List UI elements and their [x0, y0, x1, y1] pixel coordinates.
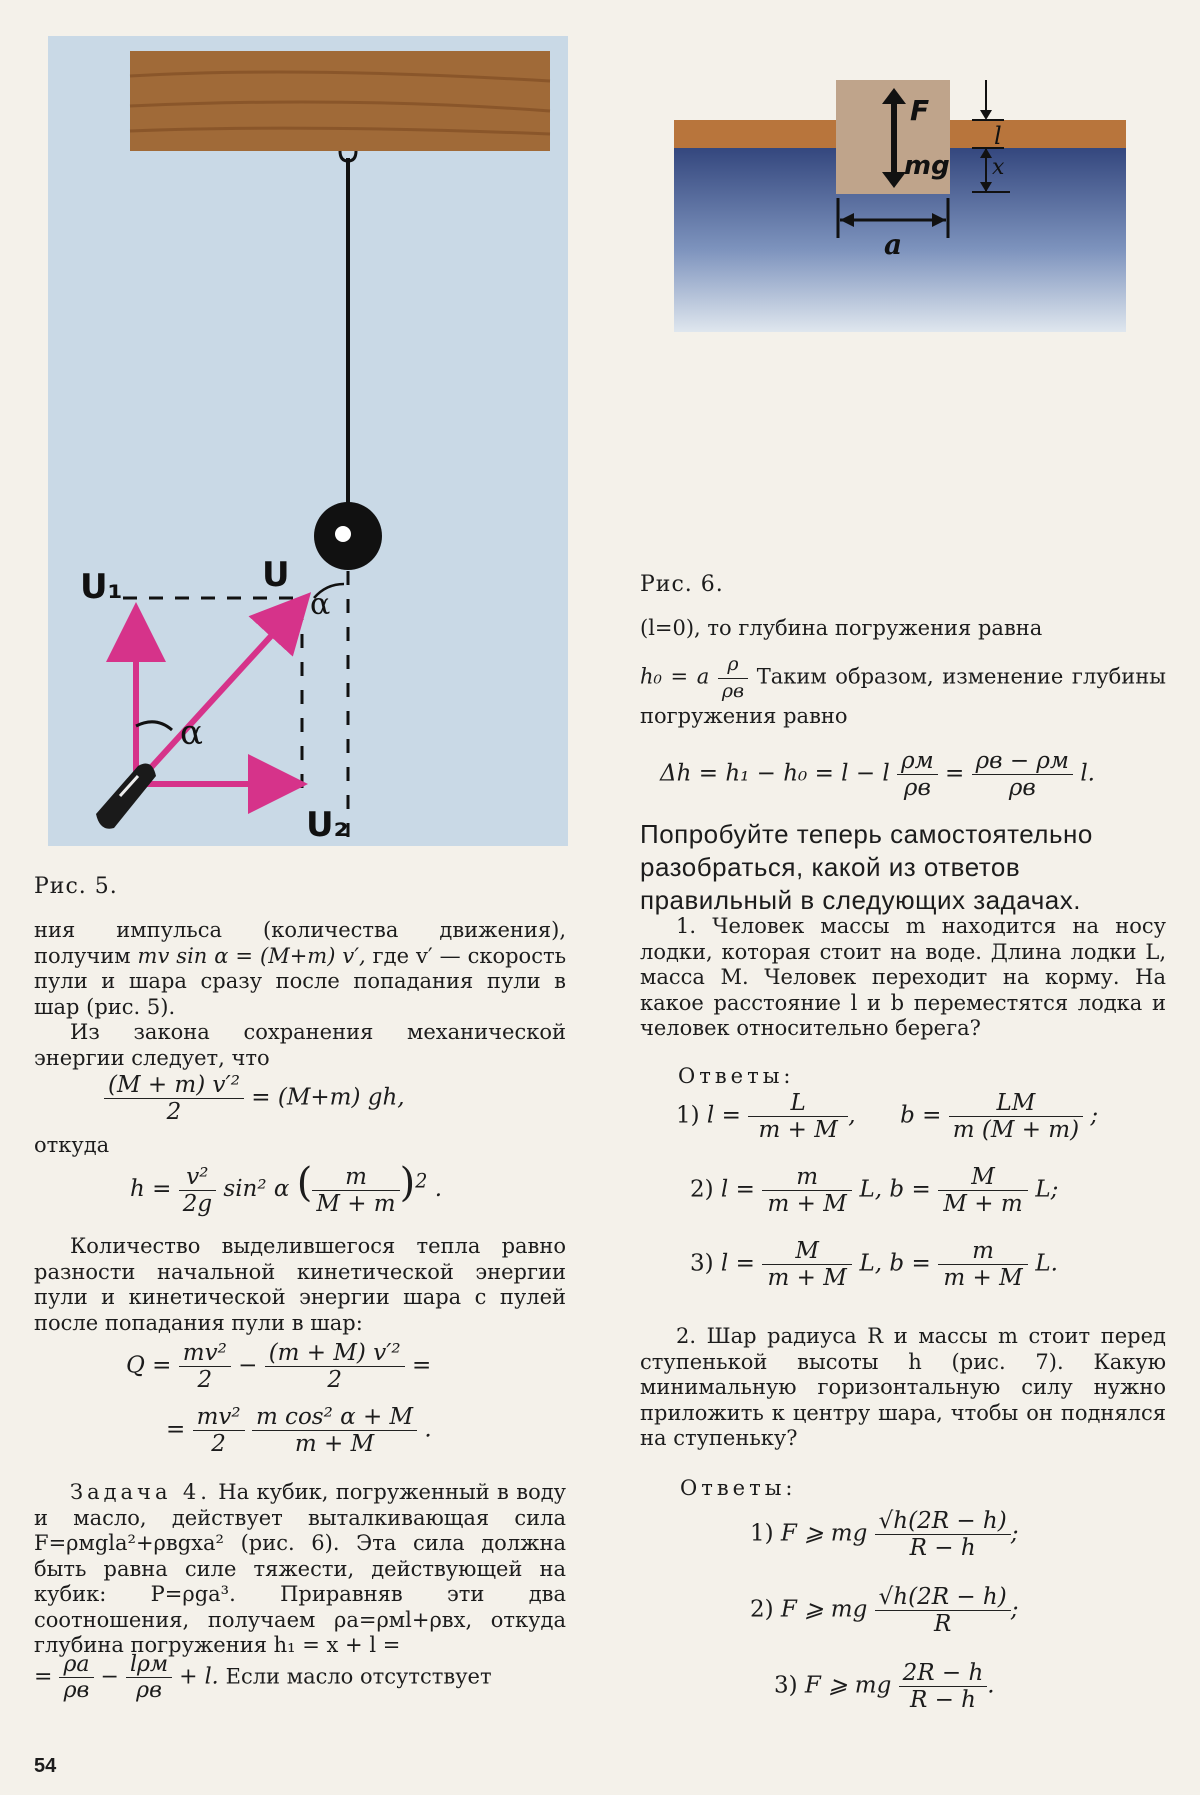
answer-2-1: 1) F ⩾ mg $\frac{√h(2R - h)}{R - h}$ ; [750, 1508, 1019, 1561]
figure-6 [674, 94, 1126, 332]
answer-1-2: 2) l = $\frac{m}{m + M}$ L, b = $\frac{M}{M + m}$ L; [690, 1164, 1059, 1217]
right-paragraph-1: (l=0), то глубина погружения равна [640, 616, 1043, 640]
right-paragraph-1b: h₀ = a $\frac{\rho}{\rho в}$ Таким образом, изменение глубины погружения равно [640, 653, 1166, 728]
label-a: a [884, 228, 903, 261]
task-4: Задача 4. На кубик, погруженный в воду и масло, действует выталкивающая сила F=ρмgla²+ρвgxa² (рис. 6). Эта сила должна быть равна силе тяжести, действующей на кубик: P=ρga³. Приравняв эти два соотношения, получаем ρa=ρмl+ρвx, откуда глубина погружения h₁ = x + l = [34, 1480, 566, 1657]
answer-1-1: 1) l = $\frac{L}{m + M}$ , b = $\frac{LM}{m (M + m)}$ ; [676, 1090, 1099, 1143]
equation-energy: $\frac{\text{(M + m) v′²}}{2}$ = (M+m) gh, [104, 1072, 405, 1125]
label-u: U [262, 555, 290, 595]
label-alpha-top: α [310, 587, 331, 622]
figure-5 [48, 36, 568, 846]
problem-2: 2. Шар радиуса R и массы m стоит перед ступенькой высоты h (рис. 7). Какую минимальную горизонтальную силу нужно приложить к центру шара, чтобы он поднялся на ступеньку? [640, 1324, 1166, 1450]
label-x: x [992, 155, 1005, 180]
problem-1: 1. Человек массы m находится на носу лодки, которая стоит на воде. Длина лодки L, масса M. Человек переходит на корму. На какое расстояние l и b переместятся лодка и человек относительно берега? [640, 914, 1166, 1040]
problems-intro: Попробуйте теперь самостоятельно разобраться, какой из ответов правильный в следующих задачах. [640, 819, 1093, 915]
answer-2-2: 2) F ⩾ mg $\frac{√h(2R - h)}{R}$ ; [750, 1584, 1019, 1637]
problem-1-answers [676, 1090, 1176, 1312]
figure-5-drawing [48, 36, 568, 846]
answers-label-2: Ответы: [680, 1476, 797, 1500]
figure-5-caption: Рис. 5. [34, 874, 118, 899]
left-paragraph-3: Количество выделившегося тепла равно разности начальной кинетической энергии пули и кинетической энергии шара с пулей после попадания пули в шар: [34, 1234, 566, 1335]
figure-6-caption: Рис. 6. [640, 572, 724, 597]
label-l: l [994, 122, 1002, 150]
equation-delta-h: Δh = h₁ − h₀ = l − l $\frac{\rho м}{\rho в}$ = $\frac{\rho в - \rho м}{\rho в}$ l. [660, 748, 1095, 801]
equation-Q-2: = $\frac{\text{mv²}}{2}$ $\frac{\text{m cos² α + M}}{m + M}$ . [166, 1404, 432, 1457]
figure-6-drawing [674, 94, 1126, 332]
label-u1: U₁ [80, 567, 123, 607]
bullet [96, 764, 156, 829]
equation-Q: Q = $\frac{\text{mv²}}{2}$ − $\frac{\text{(m + M) v′²}}{2}$ = [126, 1340, 432, 1393]
problem-2-answers [750, 1508, 1170, 1736]
label-u2: U₂ [306, 805, 349, 845]
arrow-v [136, 601, 303, 784]
equation-h: h = $\frac{\text{v²}}{2g}$ sin² α ( $\frac{m}{M + m}$ )$^2$ . [130, 1160, 443, 1217]
page-number: 54 [34, 1755, 57, 1777]
task-4-heading: Задача 4. [70, 1480, 211, 1504]
left-paragraph-1: ния импульса (количества движения), получим mv sin α = (M+m) v′, где v′ — скорость пули и шара сразу после попадания пули в шар (рис. 5). Из закона сохранения механической энергии следует, что [34, 918, 567, 1070]
equation-h1: = $\frac{\rho a}{\rho в}$ − $\frac{\text{lρм}}{\rho в}$ + l. Если масло отсутствует [34, 1652, 492, 1703]
answers-label-1: Ответы: [678, 1064, 795, 1088]
left-paragraph-2: Из закона сохранения механической энергии следует, что [34, 1020, 566, 1070]
label-F: F [910, 94, 930, 127]
answer-2-3: 3) F ⩾ mg $\frac{2R - h}{R - h}$ . [774, 1660, 995, 1713]
label-mg: mg [904, 151, 950, 181]
label-alpha-bottom: α [180, 713, 203, 753]
whence-label: откуда [34, 1133, 110, 1157]
answer-1-3: 3) l = $\frac{M}{m + M}$ L, b = $\frac{m}{m + M}$ L. [690, 1238, 1058, 1291]
